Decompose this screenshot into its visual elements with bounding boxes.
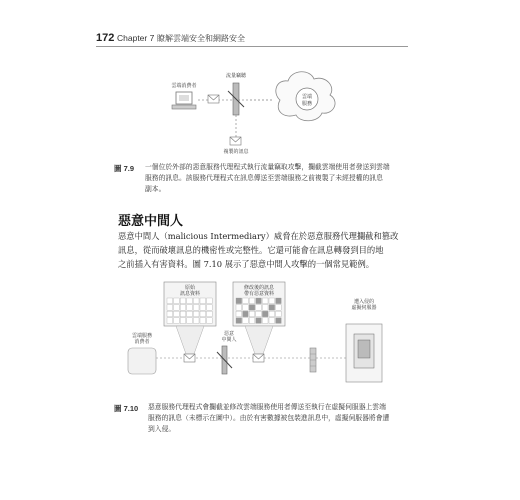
grid-cell (236, 311, 242, 317)
grid-cell (276, 298, 282, 304)
grid-cell (236, 305, 242, 311)
figure-7-9 (150, 55, 380, 165)
grid-cell (243, 318, 249, 324)
grid-cell (180, 311, 186, 317)
grid-cell (180, 305, 186, 311)
grid-cell (187, 311, 193, 317)
grid-cell (249, 311, 255, 317)
section-paragraph (118, 229, 418, 271)
grid-cell (180, 298, 186, 304)
figure-7-10 (118, 280, 418, 395)
grid-cell (200, 311, 206, 317)
grid-cell (243, 305, 249, 311)
grid-cell (167, 305, 173, 311)
header-rule (96, 46, 408, 47)
vm-label-1: 遭入侵的 (353, 299, 374, 305)
message-envelope-icon (184, 354, 195, 362)
modified-data-label-2: 帶有惡意資料 (243, 291, 274, 297)
grid-cell (180, 318, 186, 324)
figure-7-9-diagram (150, 55, 380, 165)
cloud-service-label-1: 雲端 (301, 94, 312, 100)
vm-label-2: 虛擬伺服器 (351, 305, 377, 311)
grid-cell (269, 318, 275, 324)
grid-cell (174, 311, 180, 317)
grid-cell (193, 305, 199, 311)
consumer-label: 雲端消費者 (171, 83, 197, 89)
grid-cell (249, 298, 255, 304)
grid-cell (174, 318, 180, 324)
caption-line: 一個位於外部的惡意服務代理程式執行流量竊取攻擊，攔截雲端使用者發送到雲端 (145, 163, 390, 171)
grid-cell (262, 318, 268, 324)
intermediary-label-1: 惡意 (223, 331, 234, 337)
grid-cell (276, 311, 282, 317)
section-title: 惡意中間人 (118, 214, 184, 229)
message-envelope-icon (208, 95, 219, 103)
copied-message-icon (230, 137, 241, 145)
caption-line: 惡意服務代理程式會攔截並修改雲端服務使用者傳送至執行在虛擬伺服器上雲端 (148, 403, 386, 411)
grid-cell (256, 318, 262, 324)
grid-cell (207, 318, 213, 324)
figure-7-10-caption-number: 圖 7.10 (114, 404, 139, 413)
caption-line: 到入侵。 (148, 425, 176, 433)
grid-cell (243, 311, 249, 317)
figure-7-9-caption (145, 162, 415, 195)
compromised-server-icon (346, 324, 382, 382)
grid-cell (187, 305, 193, 311)
grid-cell (276, 305, 282, 311)
traffic-monitor-label: 流量竊聽 (225, 73, 246, 79)
grid-cell (249, 305, 255, 311)
modified-message-envelope-icon (253, 354, 264, 362)
grid-cell (256, 305, 262, 311)
consumer-box (128, 348, 156, 374)
caption-line: 服務的訊息（未標示在圖中）。由於有害數據被包裝進訊息中，虛擬伺服器將會遭 (148, 414, 390, 422)
grid-cell (262, 311, 268, 317)
grid-cell (174, 305, 180, 311)
grid-cell (200, 318, 206, 324)
malicious-agent-icon (228, 83, 244, 115)
grid-cell (200, 305, 206, 311)
original-data-label-2: 訊息資料 (179, 291, 200, 297)
chapter-title: 瞭解雲端安全和網路安全 (157, 34, 245, 43)
figure-7-10-caption (148, 402, 416, 435)
grid-cell (167, 311, 173, 317)
caption-line: 服務的訊息。該服務代理程式在訊息傳送至雲端服務之前複製了未經授權的訊息 (145, 174, 383, 182)
grid-cell (269, 305, 275, 311)
grid-cell (269, 298, 275, 304)
grid-cell (187, 298, 193, 304)
grid-cell (193, 311, 199, 317)
grid-cell (187, 318, 193, 324)
modified-data-label-1: 修改後的訊息 (243, 285, 274, 291)
grid-cell (207, 298, 213, 304)
grid-cell (269, 311, 275, 317)
grid-cell (200, 298, 206, 304)
grid-cell (249, 318, 255, 324)
firewall-icon (310, 348, 316, 372)
grid-cell (167, 298, 173, 304)
malicious-intermediary-icon (217, 346, 232, 374)
consumer-label-1: 雲端服務 (131, 333, 152, 339)
grid-cell (262, 305, 268, 311)
grid-cell (167, 318, 173, 324)
grid-cell (276, 318, 282, 324)
chapter-label: Chapter 7 (117, 33, 155, 43)
computer-icon (172, 92, 196, 109)
grid-cell (236, 318, 242, 324)
consumer-label-2: 消費者 (134, 339, 150, 345)
grid-cell (256, 298, 262, 304)
copied-message-label: 複製的訊息 (223, 149, 249, 155)
paragraph-line: 訊息，從而破壞訊息的機密性或完整性。它還可能會在訊息轉發到目的地 (118, 245, 384, 255)
figure-7-9-caption-number: 圖 7.9 (114, 164, 135, 173)
grid-cell (243, 298, 249, 304)
grid-cell (262, 298, 268, 304)
grid-cell (256, 311, 262, 317)
grid-cell (207, 305, 213, 311)
paragraph-line: 之前插入有害資料。圖 7.10 展示了惡意中間人攻擊的一個常見範例。 (118, 259, 375, 269)
original-data-funnel (176, 326, 204, 354)
paragraph-line: 惡意中間人（malicious Intermediary）威脅在於惡意服務代理攔截和篡改 (118, 231, 399, 241)
intermediary-label-2: 中間人 (221, 337, 237, 343)
grid-cell (174, 298, 180, 304)
caption-line: 副本。 (145, 185, 166, 193)
modified-data-funnel (245, 326, 273, 354)
original-data-label-1: 原始 (184, 285, 195, 291)
grid-cell (207, 311, 213, 317)
grid-cell (236, 298, 242, 304)
cloud-service-label-2: 服務 (301, 101, 312, 107)
page-number: 172 (96, 32, 115, 44)
grid-cell (193, 298, 199, 304)
grid-cell (193, 318, 199, 324)
